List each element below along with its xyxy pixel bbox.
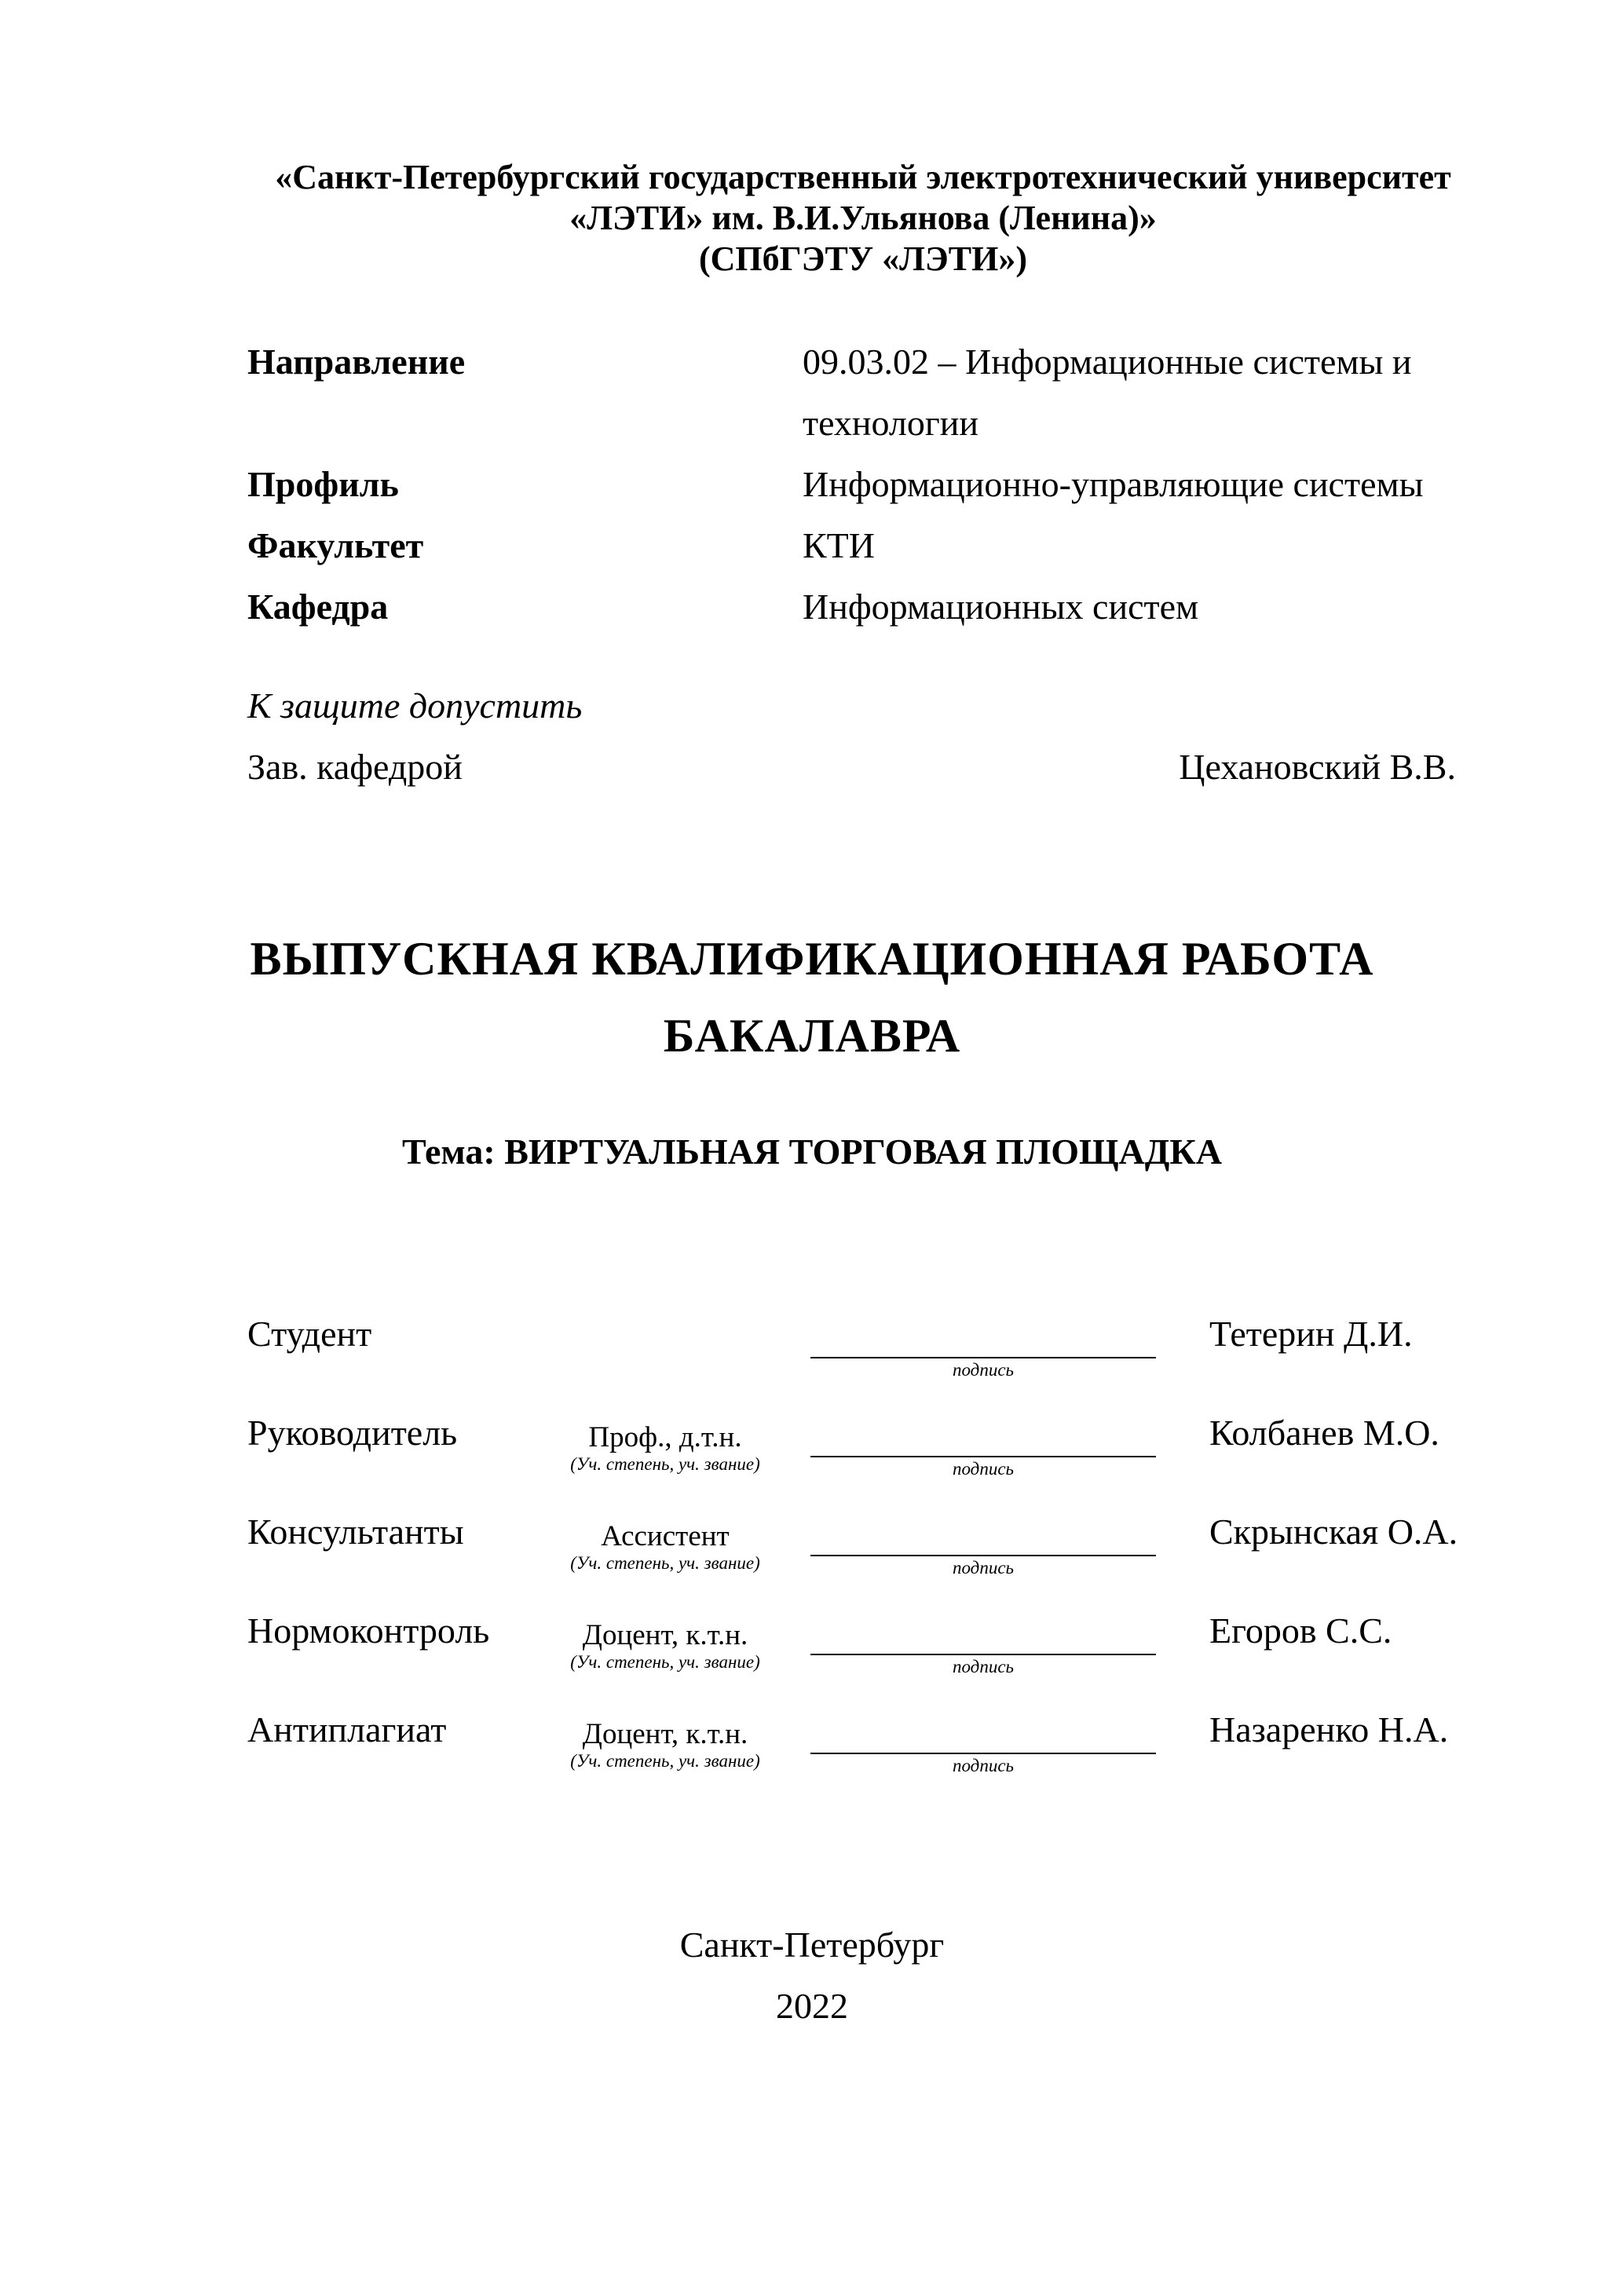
- head-of-department-name: Цехановский В.В.: [1179, 747, 1456, 787]
- work-topic: Тема: ВИРТУАЛЬНАЯ ТОРГОВАЯ ПЛОЩАДКА: [402, 1132, 1222, 1172]
- signature-line-caption: подпись: [952, 1360, 1014, 1380]
- signature-name: Тетерин Д.И.: [1209, 1314, 1413, 1354]
- academic-degree-caption: (Уч. степень, уч. звание): [570, 1652, 760, 1672]
- university-abbreviation: (СПбГЭТУ «ЛЭТИ»): [699, 239, 1027, 278]
- academic-degree-caption: (Уч. степень, уч. звание): [570, 1751, 760, 1771]
- academic-degree: Доцент, к.т.н.: [582, 1619, 748, 1651]
- signature-role: Нормоконтроль: [247, 1610, 490, 1651]
- signature-name: Назаренко Н.А.: [1209, 1709, 1449, 1749]
- profile-value: Информационно-управляющие системы: [803, 464, 1424, 504]
- signature-line-caption: подпись: [952, 1459, 1014, 1479]
- academic-degree: Проф., д.т.н.: [588, 1421, 742, 1453]
- signature-role: Студент: [247, 1314, 372, 1354]
- signature-line-caption: подпись: [952, 1558, 1014, 1578]
- work-title-line1: ВЫПУСКНАЯ КВАЛИФИКАЦИОННАЯ РАБОТА: [250, 933, 1374, 985]
- signature-line: [810, 1555, 1156, 1556]
- university-name-line2: «ЛЭТИ» им. В.И.Ульянова (Ленина)»: [569, 199, 1157, 237]
- signature-line-caption: подпись: [952, 1756, 1014, 1775]
- signature-name: Егоров С.С.: [1209, 1610, 1392, 1651]
- signature-line: [810, 1654, 1156, 1655]
- head-of-department-label: Зав. кафедрой: [247, 747, 463, 787]
- signature-role: Руководитель: [247, 1413, 458, 1453]
- direction-label: Направление: [247, 342, 466, 382]
- signature-role: Антиплагиат: [247, 1709, 447, 1749]
- faculty-label: Факультет: [247, 525, 424, 565]
- academic-degree-caption: (Уч. степень, уч. звание): [570, 1454, 760, 1474]
- profile-label: Профиль: [247, 464, 399, 504]
- signature-name: Скрынская О.А.: [1209, 1512, 1458, 1552]
- department-label: Кафедра: [247, 587, 389, 627]
- signature-role: Консультанты: [247, 1512, 464, 1552]
- city: Санкт-Петербург: [679, 1925, 945, 1965]
- department-value: Информационных систем: [803, 587, 1199, 627]
- faculty-value: КТИ: [803, 525, 875, 565]
- signature-line: [810, 1456, 1156, 1457]
- admit-to-defense-text: К защите допустить: [247, 686, 583, 726]
- signature-name: Колбанев М.О.: [1209, 1413, 1439, 1453]
- signature-line: [810, 1357, 1156, 1358]
- direction-value-line2: технологии: [803, 403, 978, 443]
- academic-degree-caption: (Уч. степень, уч. звание): [570, 1553, 760, 1573]
- work-title-line2: БАКАЛАВРА: [663, 1010, 961, 1062]
- university-name-line1: «Санкт-Петербургский государственный электротехнический университет: [275, 158, 1451, 196]
- signature-line: [810, 1753, 1156, 1754]
- signature-line-caption: подпись: [952, 1657, 1014, 1676]
- year: 2022: [776, 1986, 848, 2026]
- direction-value-line1: 09.03.02 – Информационные системы и: [803, 342, 1412, 382]
- academic-degree: Доцент, к.т.н.: [582, 1718, 748, 1750]
- academic-degree: Ассистент: [601, 1520, 730, 1552]
